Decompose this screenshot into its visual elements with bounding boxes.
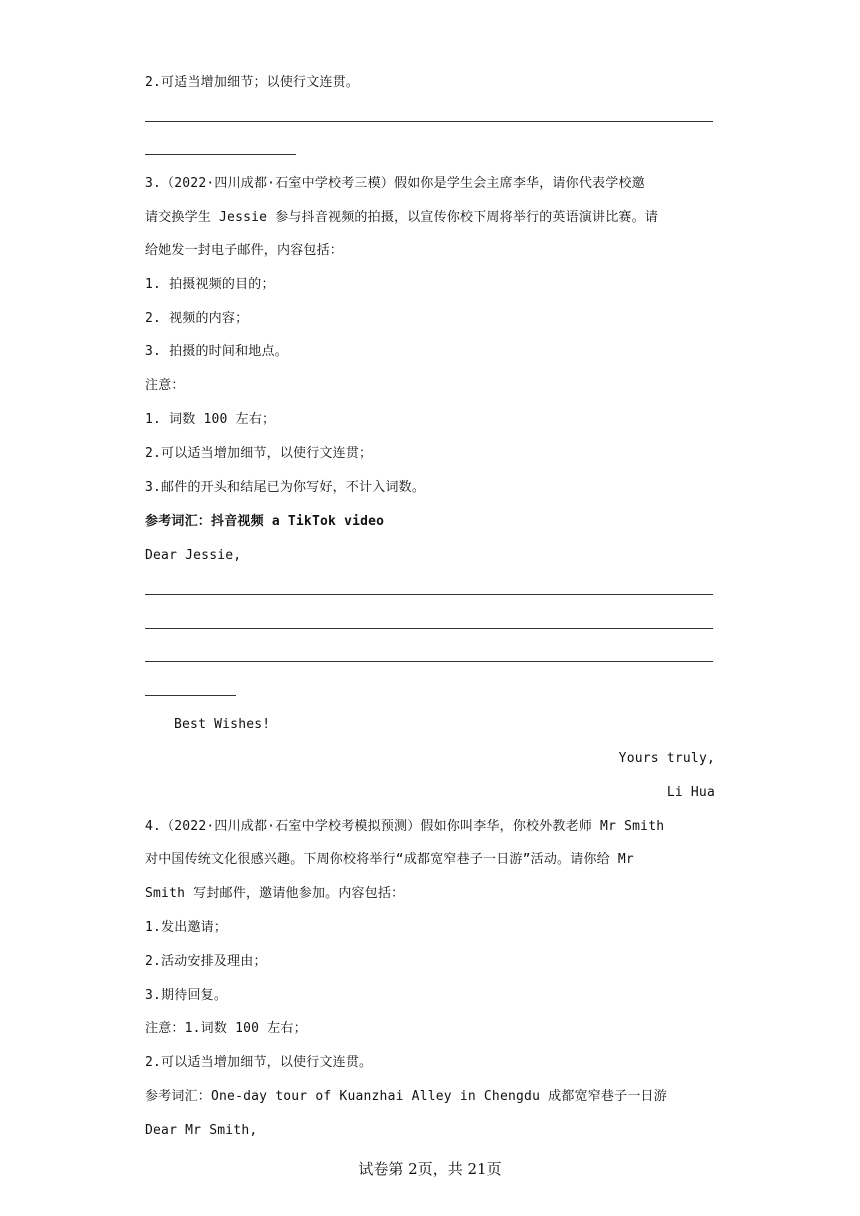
q2-note-2: 2.可适当增加细节；以使行文连贯。 xyxy=(145,75,360,90)
answer-line-short xyxy=(145,695,236,696)
q3-point-2: 2. 视频的内容； xyxy=(145,311,249,326)
q3-vocab: 参考词汇：抖音视频 a TikTok video xyxy=(145,514,385,529)
answer-line xyxy=(145,628,713,629)
answer-line-short xyxy=(145,154,296,155)
q3-greeting: Dear Jessie, xyxy=(145,548,242,563)
q4-point-2: 2.活动安排及理由； xyxy=(145,954,267,969)
q3-closing: Best Wishes! xyxy=(174,717,271,732)
q4-intro-line-3: Smith 写封邮件，邀请他参加。内容包括： xyxy=(145,886,405,901)
q4-greeting: Dear Mr Smith, xyxy=(145,1123,258,1138)
q3-intro-line-3: 给她发一封电子邮件，内容包括： xyxy=(145,243,344,258)
q3-note-1: 1. 词数 100 左右； xyxy=(145,412,276,427)
answer-line xyxy=(145,594,713,595)
q3-note-3: 3.邮件的开头和结尾已为你写好，不计入词数。 xyxy=(145,480,426,495)
q4-intro-line-1: 4.（2022·四川成都·石室中学校考模拟预测）假如你叫李华，你校外教老师 Mr Smith xyxy=(145,819,665,834)
q3-signoff: Yours truly, xyxy=(618,751,715,766)
answer-line xyxy=(145,121,713,122)
q3-notes-title: 注意： xyxy=(145,378,185,393)
q3-intro-line-2: 请交换学生 Jessie 参与抖音视频的拍摄，以宣传你校下周将举行的英语演讲比赛。请 xyxy=(145,210,659,225)
q3-intro-line-1: 3.（2022·四川成都·石室中学校考三模）假如你是学生会主席李华，请你代表学校邀 xyxy=(145,176,645,191)
q4-notes-line-2: 2.可以适当增加细节，以使行文连贯。 xyxy=(145,1055,373,1070)
q3-note-2: 2.可以适当增加细节，以使行文连贯； xyxy=(145,446,373,461)
q4-intro-line-2: 对中国传统文化很感兴趣。下周你校将举行“成都宽窄巷子一日游”活动。请你给 Mr xyxy=(145,852,634,867)
page-footer: 试卷第 2页，共 21页 xyxy=(358,1160,502,1178)
q4-vocab: 参考词汇：One-day tour of Kuanzhai Alley in Chengdu 成都宽窄巷子一日游 xyxy=(145,1089,667,1104)
q3-point-1: 1. 拍摄视频的目的； xyxy=(145,277,275,292)
q4-point-1: 1.发出邀请； xyxy=(145,920,228,935)
q4-point-3: 3.期待回复。 xyxy=(145,988,228,1003)
q3-signature: Li Hua xyxy=(666,785,715,800)
q3-point-3: 3. 拍摄的时间和地点。 xyxy=(145,344,288,359)
q4-notes-line-1: 注意：1.词数 100 左右； xyxy=(145,1021,307,1036)
answer-line xyxy=(145,661,713,662)
